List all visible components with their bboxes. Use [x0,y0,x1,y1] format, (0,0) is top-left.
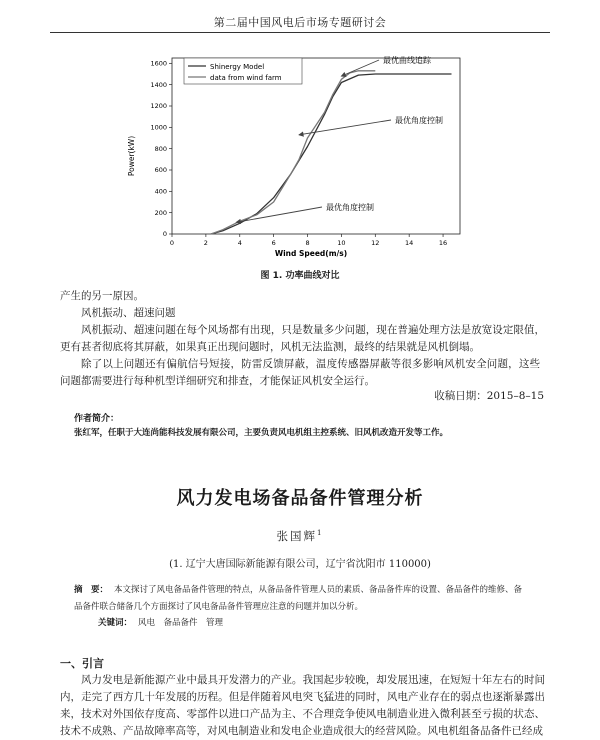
chart-axes [150,58,460,247]
legend-label-shinergy: Shinergy Model [210,63,265,71]
body-paragraph-3: 风机振动、超速问题在每个风场都有出现，只是数量多少问题，现在普遍处理方法是放宽设定限值，更有甚者彻底将其屏蔽，如果真正出现问题时，风机无法监测，最终的结果就是风机倒塌。 [60,324,545,353]
keywords-text: 风电 备品备件 管理 [138,618,224,628]
header-rule [50,32,550,33]
annotation-label: 最优角度控制 [395,116,443,125]
x-tick-label: 2 [203,239,208,247]
article-affiliation: (1. 辽宁大唐国际新能源有限公司，辽宁省沈阳市 110000) [169,559,431,570]
article-keywords [98,616,223,628]
x-tick-label: 6 [271,239,276,247]
plot-frame [172,58,460,234]
abstract-label: 摘 要： [74,585,109,595]
author-name-text: 张国辉 [276,529,318,543]
article-abstract [74,582,524,616]
annotation-arrow [236,207,322,222]
y-tick-label: 1400 [150,80,167,89]
article-title: 风力发电场备品备件管理分析 [176,488,424,509]
y-tick-label: 800 [154,144,167,153]
author-info-bio: 张红军，任职于大连尚能科技发展有限公司，主要负责风电机组主控系统、旧风机改造开发等工作。 [74,428,449,438]
y-tick-label: 600 [154,166,167,175]
y-tick-label: 1200 [150,102,167,111]
author-superscript: 1 [317,529,324,538]
annotation-label: 最优角度控制 [326,203,374,212]
y-tick-label: 0 [162,230,167,239]
x-tick-label: 10 [337,239,346,247]
body-paragraph-4: 除了以上问题还有偏航信号短接，防雷反馈屏蔽，温度传感器屏蔽等很多影响风机安全问题，这些问题都需要进行每种机型详细研究和排查，才能保证风机安全运行。 [60,358,540,387]
x-tick-label: 0 [169,239,175,247]
x-tick-label: 14 [405,239,414,247]
author-info-label: 作者简介： [74,414,120,424]
running-header: 第二届中国风电后市场专题研讨会 [213,16,387,29]
received-date: 收稿日期：2015–8–15 [434,390,544,402]
x-tick-label: 12 [371,239,380,247]
x-tick-label: 4 [237,239,242,247]
y-tick-label: 400 [154,187,167,196]
section-heading-intro: 一、引言 [60,657,104,670]
x-axis-label: Wind Speed(m/s) [274,249,348,258]
x-tick-label: 8 [305,239,310,247]
article-author [0,528,600,544]
figure-caption: 图 1. 功率曲线对比 [260,271,340,281]
chart-legend [184,58,302,84]
annotation-arrow [299,120,391,135]
keywords-label: 关键词： [98,618,133,628]
annotation-label: 最优曲线追踪 [383,56,431,65]
abstract-text: 本文探讨了风电备品备件管理的特点，从备品备件管理人员的素质、备品备件库的设置、备品备件的维修、备品备件联合储备几个方面探讨了风电备品备件管理应注意的问题并加以分析。 [74,585,523,612]
body-paragraph-1: 产生的另一原因。 [60,290,144,302]
y-tick-label: 1000 [150,123,167,132]
body-paragraph-2: 风机振动、超速问题 [81,307,176,319]
power-curve-chart [120,46,480,261]
legend-label-windfarm: data from wind farm [210,74,282,82]
y-axis-label: Power(kW) [127,135,136,177]
x-tick-label: 16 [438,239,448,247]
y-tick-label: 1600 [150,59,167,68]
y-tick-label: 200 [154,208,167,217]
intro-paragraph: 风力发电是新能源产业中最具开发潜力的产业。我国起步较晚，却发展迅速，在短短十年左右的时间内，走完了西方几十年发展的历程。但是伴随着风电突飞猛进的同时，风电产业存在的弱点也逐渐暴露出来，技术对外国依存度高、零部件以进口产品为主、不合理竞争使风电制造业进入微利甚至亏损的状态、技术不成熟、产品故障率高等，对风电制造业和发电企业造成很大的经营风险。风电机组备品备件已经成 [60,674,545,737]
